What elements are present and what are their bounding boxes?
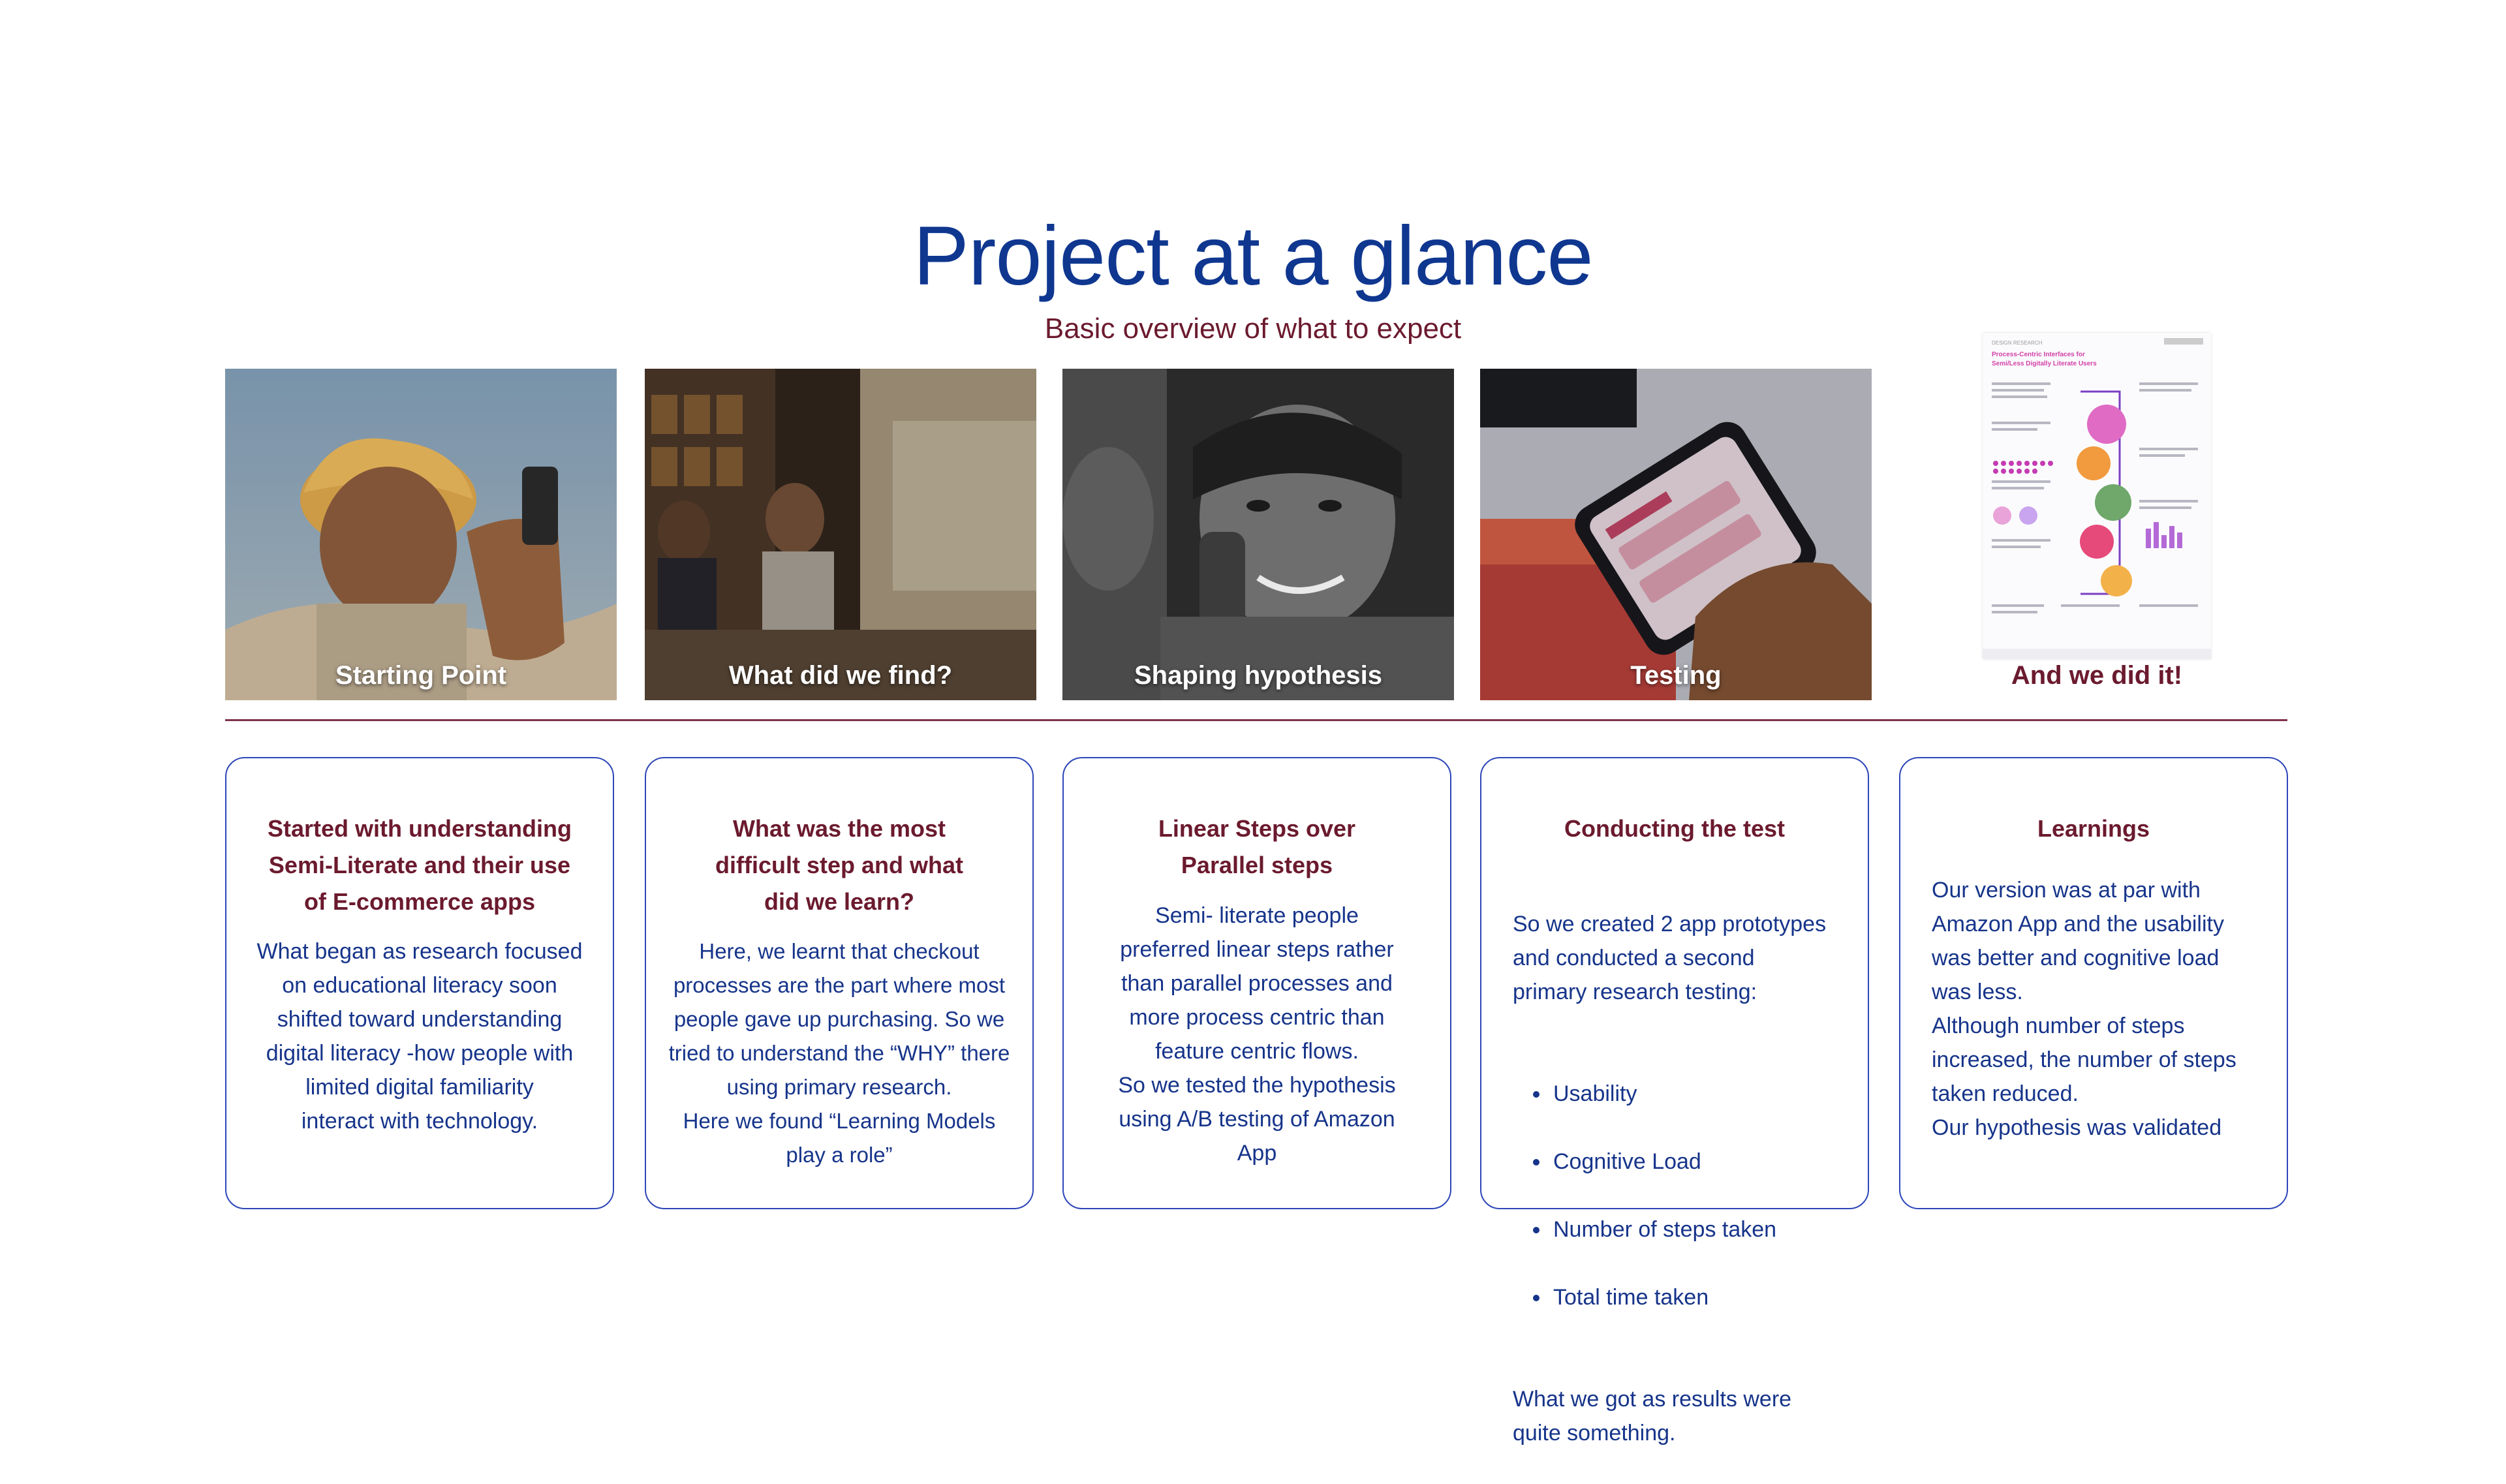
page-title: Project at a glance (913, 209, 1593, 303)
card-body: Semi- literate people preferred linear steps rather than parallel processes and more process centric than feature centric flows. So we tested the hypothesis using A/B testing of Amazon App (1118, 903, 1396, 1166)
svg-text:Semi/Less Digitally Literate U: Semi/Less Digitally Literate Users (1992, 360, 2097, 367)
card-starting-point (225, 757, 614, 1209)
poster-kicker: DESIGN RESEARCH (1992, 340, 2043, 346)
card-heading: Conducting the test (1564, 815, 1785, 842)
photo-caption: What did we find? (728, 661, 953, 690)
photo-caption: Testing (1630, 661, 1722, 690)
card-outro: What we got as results were quite something. (1513, 1387, 1792, 1445)
photo-starting-point (225, 369, 617, 700)
poster-caption: And we did it! (2011, 661, 2183, 690)
card-body: Our version was at par with Amazon App and the usability was better and cognitive load was less. Although number of steps increased, the number of steps taken reduced. Our hypothesis was validated (1932, 878, 2236, 1140)
card-heading: Started with understanding Semi-Literate and their use of E-commerce apps (267, 815, 572, 915)
card-body: What began as research focused on educational literacy soon shifted toward understanding digital literacy -how people with limited digital familiarity interact with technology. (256, 939, 583, 1134)
card-learnings (1899, 757, 2288, 1209)
card-testing (1480, 757, 1869, 1445)
card-heading: Learnings (2037, 815, 2150, 842)
list-item: • Total time taken (1551, 1280, 1848, 1314)
card-body: Here, we learnt that checkout processes are the part where most people gave up purchasing. So we tried to understand the “WHY” there using primary research. Here we found “Learning Models play a role” (668, 939, 1010, 1167)
woman-on-phone-image (1062, 369, 1454, 700)
photo-what-did-we-find (645, 369, 1036, 700)
list-item: • Cognitive Load (1551, 1145, 1848, 1179)
photo-caption: Shaping hypothesis (1134, 661, 1383, 690)
research-poster-thumbnail (1983, 333, 2211, 659)
card-shaping-hypothesis (1062, 757, 1451, 1209)
photo-testing (1480, 369, 1872, 700)
photo-shaping-hypothesis (1062, 369, 1454, 700)
card-body (1513, 873, 1848, 1484)
list-item: • Usability (1551, 1077, 1848, 1111)
card-heading: What was the most difficult step and what did we learn? (715, 815, 963, 915)
research-poster-image (1983, 333, 2211, 659)
card-heading: Linear Steps over Parallel steps (1158, 815, 1356, 878)
card-intro: So we created 2 app prototypes and conducted a second primary research testing: (1513, 912, 1827, 1004)
test-metrics-list (1513, 1043, 1848, 1348)
card-what-did-we-find (645, 757, 1034, 1209)
man-with-phone-image (225, 369, 617, 700)
testing-phone-image (1480, 369, 1872, 700)
page-subtitle: Basic overview of what to expect (1044, 313, 1462, 345)
shopkeeper-image (645, 369, 1036, 700)
list-item: • Number of steps taken (1551, 1213, 1848, 1246)
svg-text:Process-Centric Interfaces for: Process-Centric Interfaces for (1992, 351, 2085, 358)
section-divider (225, 719, 2287, 721)
photo-caption: Starting Point (335, 661, 507, 690)
